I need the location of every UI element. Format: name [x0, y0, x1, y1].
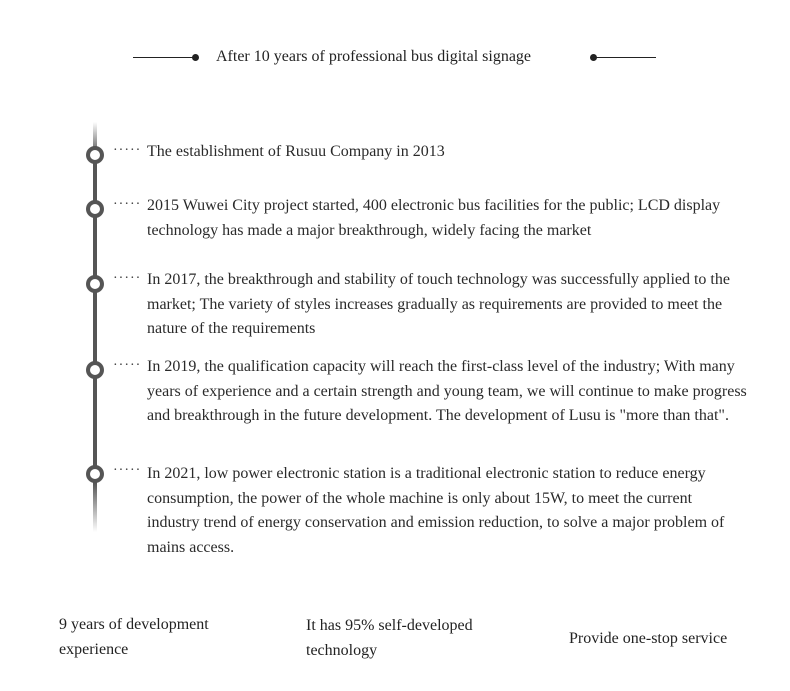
- timeline-marker: [86, 275, 104, 293]
- timeline-dots: ·····: [113, 463, 142, 478]
- stat-one-stop-service: Provide one-stop service: [569, 630, 728, 647]
- header-line-left: [133, 57, 195, 58]
- header-line-right: [594, 57, 656, 58]
- timeline-dots: ·····: [113, 358, 142, 373]
- timeline-event-text: The establishment of Rusuu Company in 2013: [147, 143, 445, 160]
- timeline-dots: ·····: [113, 271, 142, 286]
- timeline-dots: ·····: [113, 143, 142, 158]
- timeline-event-text: 2015 Wuwei City project started, 400 electronic bus facilities for the public; LCD display technology has made a major breakthrough, widely facing the market: [147, 197, 721, 239]
- timeline-marker: [86, 361, 104, 379]
- timeline-dots: ·····: [113, 197, 142, 212]
- timeline-event-text: In 2021, low power electronic station is a traditional electronic station to reduce energy consumption, the power of the whole machine is only about 15W, to meet the current industry trend of energy conservation and emission reduction, to solve a major problem of mains access.: [147, 465, 725, 556]
- stat-self-developed-technology: It has 95% self-developed technology: [306, 617, 473, 659]
- timeline-marker: [86, 200, 104, 218]
- header: [0, 44, 790, 72]
- header-title: After 10 years of professional bus digital signage: [216, 48, 532, 65]
- timeline-marker: [86, 146, 104, 164]
- timeline-event-text: In 2017, the breakthrough and stability of touch technology was successfully applied to the market; The variety of styles increases gradually as requirements are provided to meet the nature of the requirements: [147, 271, 730, 337]
- timeline-marker: [86, 465, 104, 483]
- header-dot-left: [192, 54, 199, 61]
- timeline-event-text: In 2019, the qualification capacity will reach the first-class level of the industry; With many years of experience and a certain strength and young team, we will continue to make progress and breakthrough in the future development. The development of Lusu is "more than that".: [147, 358, 747, 424]
- stat-development-experience: 9 years of development experience: [59, 616, 209, 658]
